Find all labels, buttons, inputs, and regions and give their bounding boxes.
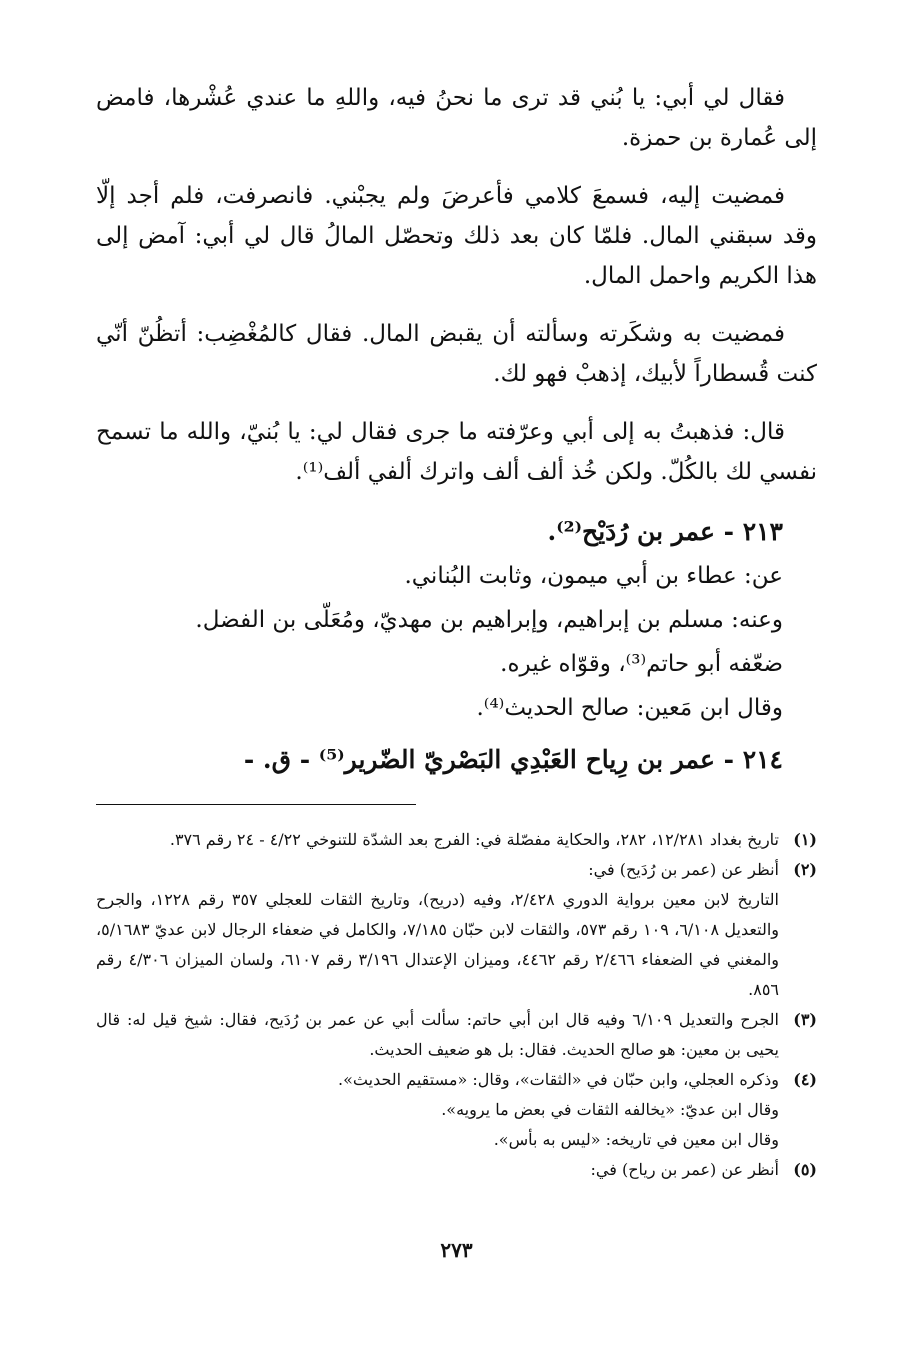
footnote-text: وقال ابن عديّ: «يخالفه الثقات في بعض ما يرويه». <box>441 1100 779 1119</box>
entry-214-title: ٢١٤ - عمر بن رِياح العَبْدِي البَصْريّ الضّرير⁽⁵⁾ - ق. - <box>243 745 783 774</box>
footnote-text: وقال ابن معين في تاريخه: «ليس به بأس». <box>493 1130 779 1149</box>
entry-213-line-4: وقال ابن مَعين: صالح الحديث⁽⁴⁾. <box>476 695 783 721</box>
footnote-number: (٢) <box>793 860 817 879</box>
footnote-number: (٤) <box>793 1070 817 1089</box>
footnote-text: أنظر عن (عمر بن رُدَيح) في: <box>588 860 779 879</box>
entry-213-line-2: وعنه: مسلم بن إبراهيم، وإبراهيم بن مهديّ، ومُعَلّى بن الفضل. <box>195 607 783 633</box>
body-paragraph-1: فقال لي أبي: يا بُني قد ترى ما نحنُ فيه، واللهِ ما عندي عُشْرها، فامض إلى عُمارة بن حمزة. <box>96 85 817 151</box>
footnote-text: وذكره العجلي، وابن حبّان في «الثقات»، وقال: «مستقيم الحديث». <box>338 1070 779 1089</box>
body-paragraph-4: قال: فذهبتُ به إلى أبي وعرّفته ما جرى فقال لي: يا بُنيّ، والله ما تسمح نفسي لك بالكُلّ. ولكن خُذ ألف ألف واترك ألفي ألف⁽¹⁾. <box>96 419 817 485</box>
footnotes <box>96 825 817 1185</box>
entry-213-title: ٢١٣ - عمر بن رُدَيْح⁽²⁾. <box>547 517 783 546</box>
footnote-text: الجرح والتعديل ٦/١٠٩ وفيه قال ابن أبي حاتم: سألت أبي عن عمر بن رُدَيح، فقال: شيخ قيل له: قال يحيى بن معين: هو صالح الحديث. فقال: بل هو ضعيف الحديث. <box>96 1010 779 1059</box>
footnote-3 <box>96 1005 817 1065</box>
entry-213-line-1: عن: عطاء بن أبي ميمون، وثابت البُناني. <box>404 563 783 589</box>
footnote-text: التاريخ لابن معين برواية الدوري ٢/٤٢٨، وفيه (دريح)، وتاريخ الثقات للعجلي ٣٥٧ رقم ١٢٢٨، والجرح والتعديل ٦/١٠٨، ١٠٩ رقم ٥٧٣، والثقات لابن حبّان ٧/١٨٥، والكامل في ضعفاء الرجال لابن عديّ ٥/١٦٨٣، والمغني في الضعفاء ٢/٤٦٦ رقم ٤٤٦٢، وميزان الإعتدال ٣/١٩٦ رقم ٦١٠٧، ولسان الميزان ٤/٣٠٦ رقم ٨٥٦. <box>96 890 780 999</box>
page-number: ٢٧٣ <box>440 1238 473 1262</box>
footnote-text: أنظر عن (عمر بن رياح) في: <box>590 1160 779 1179</box>
footnote-1 <box>96 825 817 855</box>
footnote-text: تاريخ بغداد ١٢/٢٨١، ٢٨٢، والحكاية مفصّلة في: الفرج بعد الشدّة للتنوخي ٤/٢٢ - ٢٤ رقم ٣٧٦. <box>169 830 779 849</box>
footnote-2 <box>96 855 817 1005</box>
footnote-number: (١) <box>793 830 817 849</box>
footnote-5 <box>96 1155 817 1185</box>
body-paragraph-2: فمضيت إليه، فسمعَ كلامي فأعرضَ ولم يجبْني. فانصرفت، فلم أجد إلّا وقد سبقني المال. فلمّا كان بعد ذلك وتحصّل المالُ قال لي أبي: آمض إلى هذا الكريم واحمل المال. <box>96 183 817 289</box>
body-paragraph-3: فمضيت به وشكَرته وسألته أن يقبض المال. فقال كالمُغْضِب: أتظُنّ أنّي كنت قُسطاراً لأبيك، إذهبْ فهو لك. <box>96 321 817 387</box>
footnote-number: (٣) <box>793 1010 817 1029</box>
footnote-4 <box>96 1065 817 1155</box>
footnote-number: (٥) <box>793 1160 817 1179</box>
entry-213-line-3: ضعّفه أبو حاتم⁽³⁾، وقوّاه غيره. <box>500 651 783 677</box>
entry-213 <box>96 510 817 730</box>
footnote-separator <box>96 804 416 805</box>
